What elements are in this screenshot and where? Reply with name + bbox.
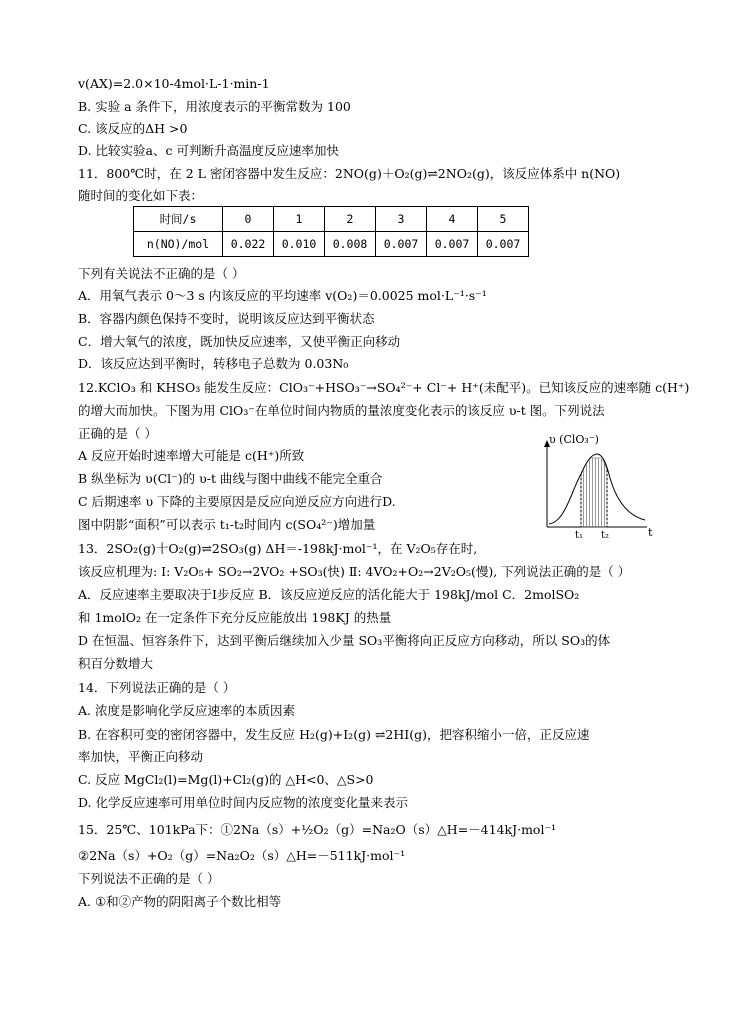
line-05: 11．800℃时，在 2 L 密闭容器中发生反应：2NO(g)＋O₂(g)⇌2NO₂(g)，该反应体系中 n(NO) [78,166,621,181]
table-cell: 0 [223,207,274,232]
table-cell: 2 [325,207,376,232]
graph-t1-label: t₁ [575,530,584,541]
line-31: 15．25℃、101kPa下：①2Na（s）+½O₂（g）=Na₂O（s）△H=－414kJ·mol⁻¹ [78,822,557,837]
table-cell: 0.008 [325,232,376,257]
table-cell: n(NO)/mol [134,232,223,257]
table-cell: 4 [427,207,478,232]
table-cell: 0.007 [427,232,478,257]
table-cell: 3 [376,207,427,232]
table-cell: 5 [478,207,529,232]
graph-ylabel: υ (ClO₃⁻) [549,433,599,446]
line-20: 该反应机理为: Ⅰ: V₂O₅+ SO₂→2VO₂ +SO₃(快) Ⅱ: 4VO₂+O₂→2V₂O₅(慢), 下列说法正确的是（ ） [78,564,631,579]
line-10: C．增大氧气的浓度，既加快反应速率，又使平衡正向移动 [78,334,401,349]
line-33: 下列说法不正确的是（ ） [78,871,220,886]
line-28: 率加快，平衡正向移动 [78,749,204,764]
line-29: C. 反应 MgCl₂(l)=Mg(l)+Cl₂(g)的 △H<0、△S>0 [78,772,374,787]
line-06: 随时间的变化如下表： [78,188,204,203]
line-16: B 纵坐标为 υ(Cl⁻)的 υ-t 曲线与图中曲线不能完全重合 [78,471,383,486]
table-cell: 0.022 [223,232,274,257]
line-23: D 在恒温、恒容条件下，达到平衡后继续加入少量 SO₃平衡将向正反应方向移动，所以 SO₃的体 [78,633,611,648]
graph-xlabel: t [648,526,653,539]
table-cell: 0.007 [376,232,427,257]
line-13: 的增大而加快。下图为用 ClO₃⁻在单位时间内物质的量浓度变化表示的该反应 υ-t 图。下列说法 [78,403,605,418]
line-01: v(AX)=2.0×10-4mol·L-1·min-1 [78,76,270,91]
line-07: 下列有关说法不正确的是（ ） [78,266,245,281]
table-header-row [134,207,529,232]
line-17: C 后期速率 υ 下降的主要原因是反应向逆反应方向进行D. [78,494,396,509]
line-34: A. ①和②产物的阴阳离子个数比相等 [78,894,282,909]
table-cell: 时间/s [134,207,223,232]
line-12: 12.KClO₃ 和 KHSO₃ 能发生反应：ClO₃⁻+HSO₃⁻→SO₄²⁻+ Cl⁻+ H⁺(未配平)。已知该反应的速率随 c(H⁺) [78,380,690,395]
line-26: A. 浓度是影响化学反应速率的本质因素 [78,703,295,718]
line-03: C. 该反应的ΔH >0 [78,121,188,136]
line-02: B. 实验 a 条件下，用浓度表示的平衡常数为 100 [78,99,351,114]
table-row [134,232,529,257]
line-18: 图中阴影“面积”可以表示 t₁-t₂时间内 c(SO₄²⁻)增加量 [78,517,376,532]
line-14: 正确的是（ ） [78,426,157,441]
line-22: 和 1molO₂ 在一定条件下充分反应能放出 198KJ 的热量 [78,610,392,625]
rate-time-graph [535,432,660,542]
no-time-table [133,206,529,257]
line-11: D．该反应达到平衡时，转移电子总数为 0.03N₀ [78,356,349,371]
line-19: 13．2SO₂(g)十O₂(g)⇌2SO₃(g) ΔH＝-198kJ·mol⁻¹，在 V₂O₅存在时, [78,541,478,556]
line-27: B. 在容积可变的密闭容器中，发生反应 H₂(g)+I₂(g) ⇌2HI(g)，把容积缩小一倍，正反应速 [78,727,590,742]
line-08: A．用氧气表示 0～3 s 内该反应的平均速率 v(O₂)＝0.0025 mol·L⁻¹·s⁻¹ [78,288,487,303]
line-04: D. 比较实验a、c 可判断升高温度反应速率加快 [78,143,339,158]
line-32: ②2Na（s）+O₂（g）=Na₂O₂（s）△H=－511kJ·mol⁻¹ [78,848,406,863]
table-cell: 0.010 [274,232,325,257]
line-30: D. 化学反应速率可用单位时间内反应物的浓度变化量来表示 [78,795,409,810]
table-cell: 0.007 [478,232,529,257]
line-15: A 反应开始时速率增大可能是 c(H⁺)所致 [78,448,305,463]
graph-t2-label: t₂ [601,530,610,541]
line-09: B．容器内颜色保持不变时，说明该反应达到平衡状态 [78,311,375,326]
line-21: A．反应速率主要取决于Ⅰ步反应 B．该反应逆反应的活化能大于 198kJ/mol C．2molSO₂ [78,587,580,602]
line-24: 积百分数增大 [78,656,154,671]
table-cell: 1 [274,207,325,232]
line-25: 14．下列说法正确的是（ ） [78,680,236,695]
shaded-area [581,458,607,527]
